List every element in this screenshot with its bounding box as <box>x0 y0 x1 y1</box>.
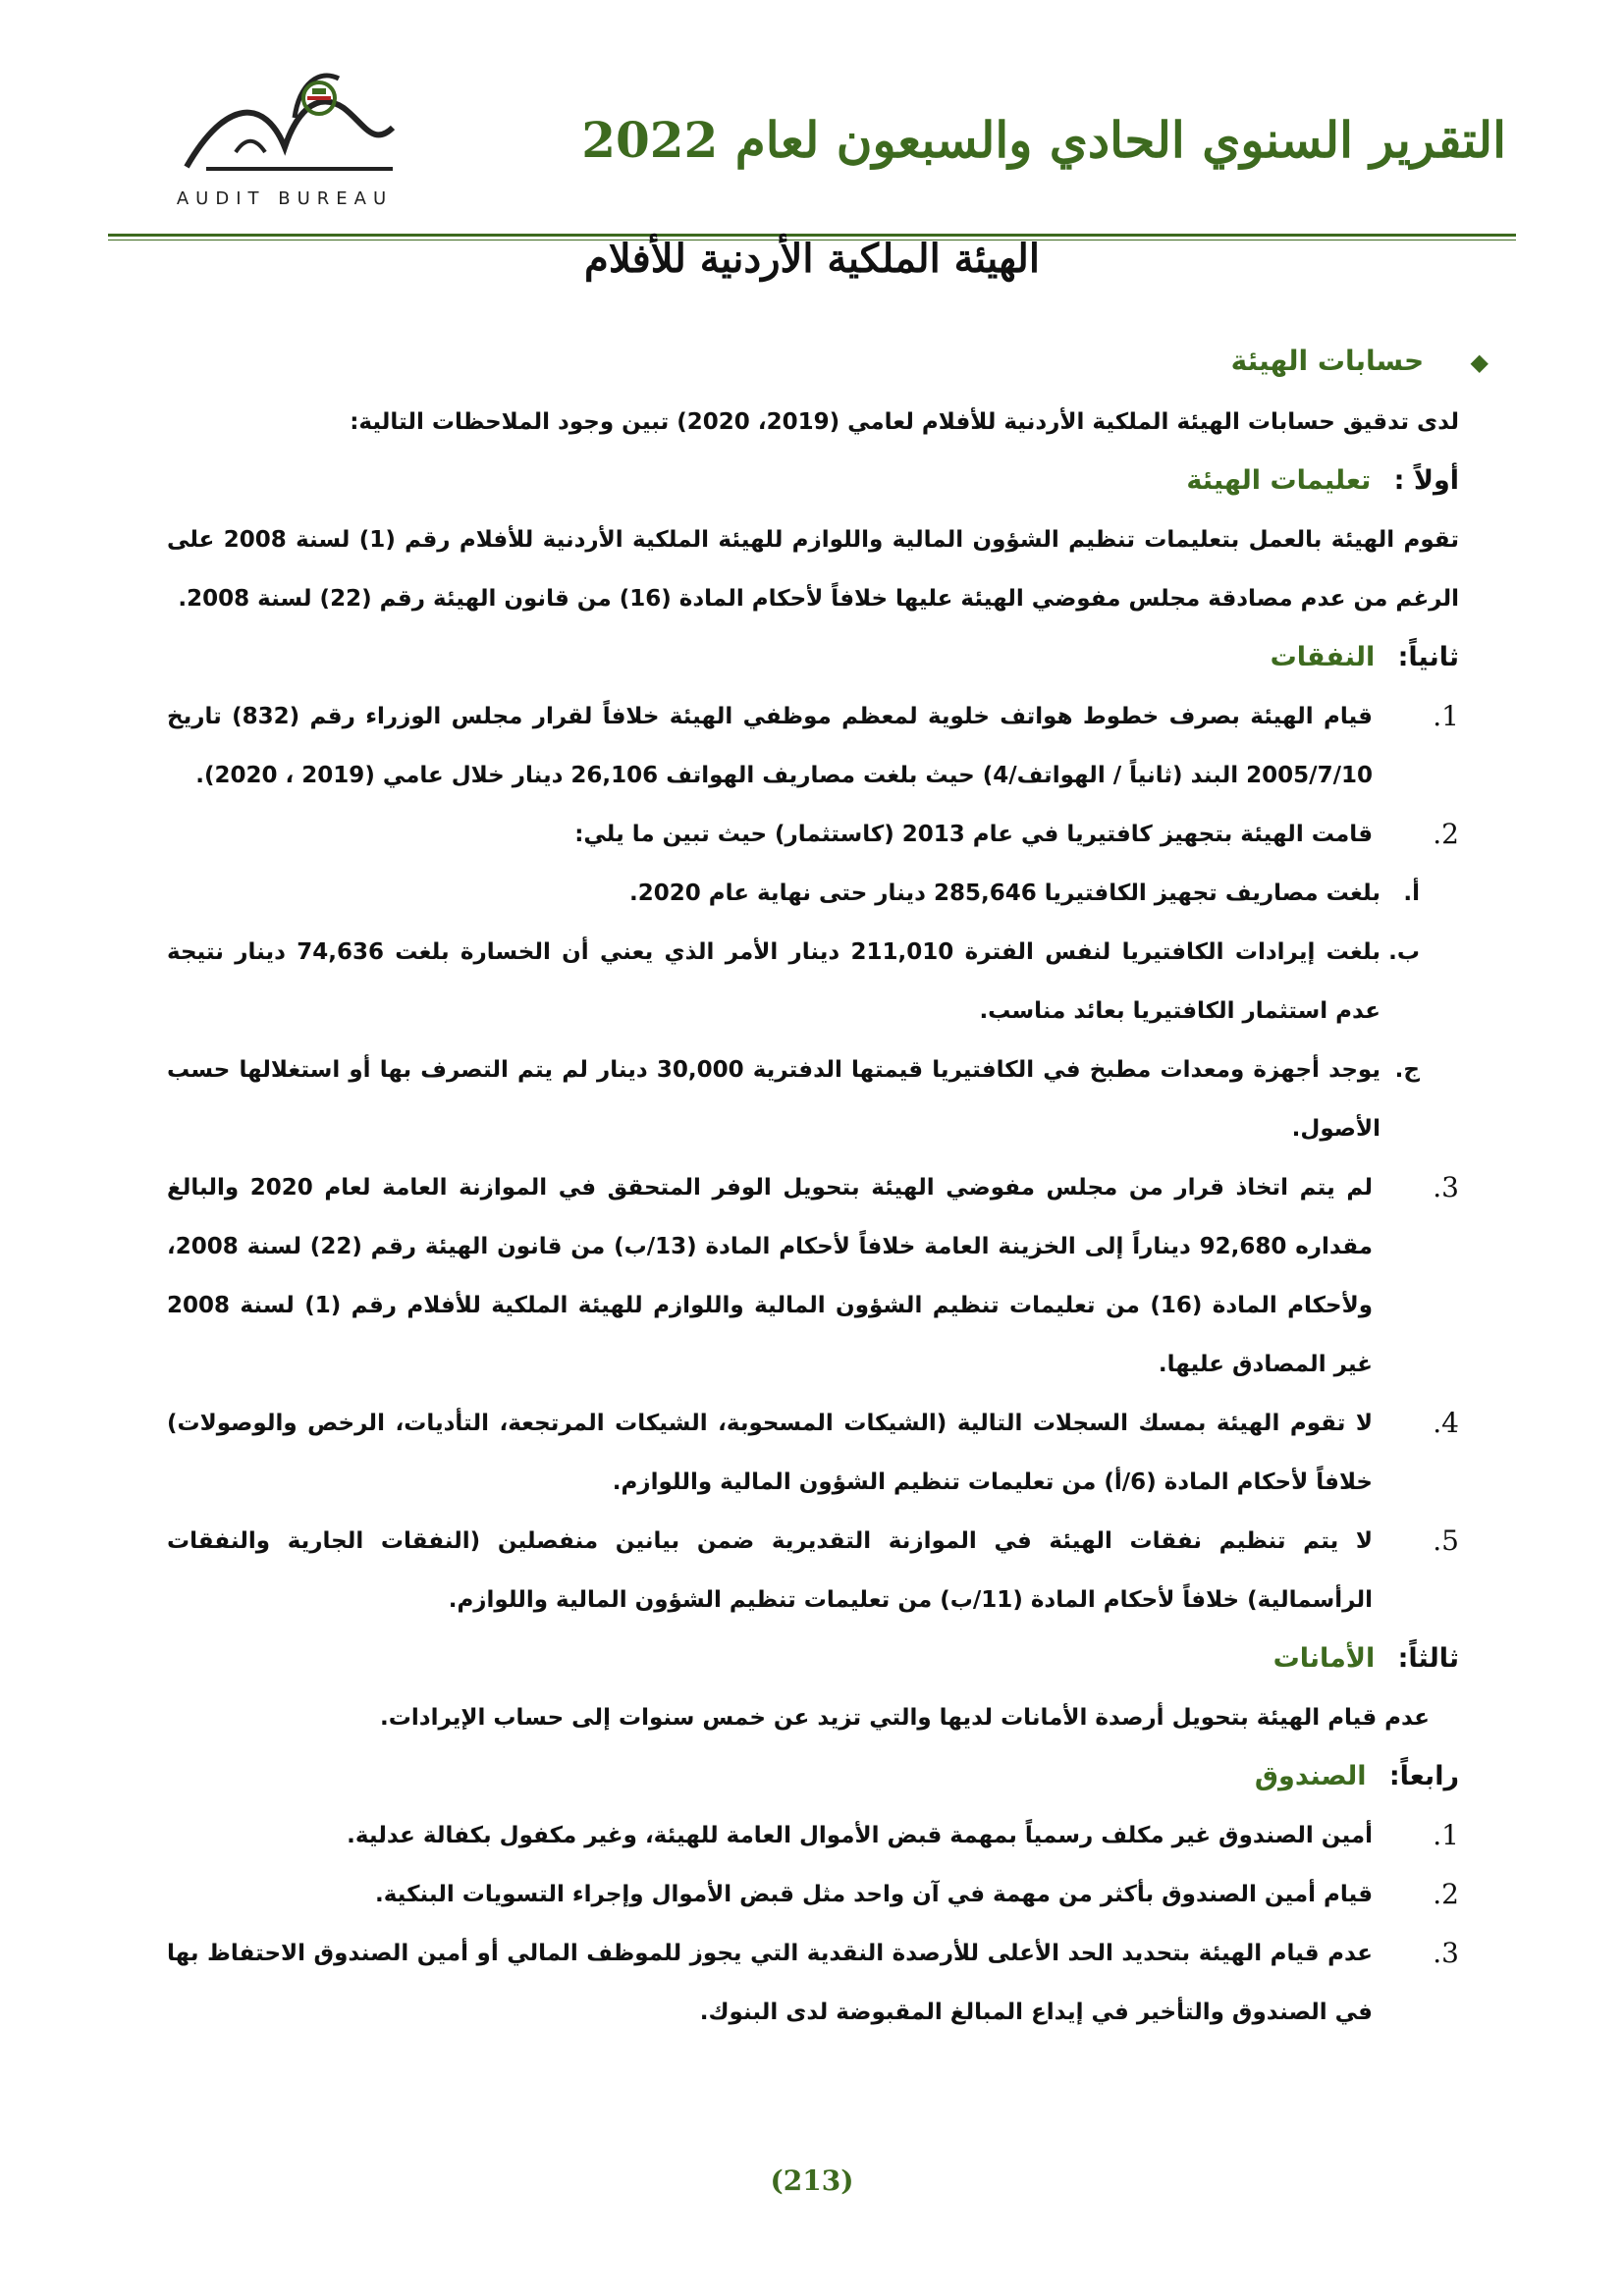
list-item <box>167 1394 1459 1512</box>
item-text: أمين الصندوق غير مكلف رسمياً بمهمة قبض الأموال العامة للهيئة، وغير مكفول بكفالة عدلية. <box>347 1823 1373 1848</box>
item-number: 5. <box>1433 1524 1459 1557</box>
list-item <box>167 1512 1459 1629</box>
document-title: الهيئة الملكية الأردنية للأفلام <box>584 236 1040 282</box>
second-label: ثانياً: <box>1397 642 1459 672</box>
subitem-letter: ب. <box>1388 939 1420 965</box>
item-text: عدم قيام الهيئة بتحديد الحد الأعلى للأرصدة النقدية التي يجوز للموظف المالي أو أمين الصندوق الاحتفاظ بها في الصندوق والتأخير في إيداع المبالغ المقبوضة لدى البنوك. <box>167 1941 1373 2025</box>
list-item <box>167 1865 1459 1924</box>
page-content <box>167 332 1489 2042</box>
logo-text: AUDIT BUREAU <box>176 188 394 209</box>
section-title: حسابات الهيئة <box>1230 345 1425 377</box>
item-text: لم يتم اتخاذ قرار من مجلس مفوضي الهيئة بتحويل الوفر المتحقق في الموازنة العامة لعام 2020 والبالغ مقداره 92,680 ديناراً إلى الخزينة العامة خلافاً لأحكام المادة (13/ب) من قانون الهيئة رقم (22) لسنة 2008، ولأحكام المادة (16) من تعليمات تنظيم الشؤون المالية واللوازم للهيئة الملكية للأفلام رقم (1) لسنة 2008 غير المصادق عليها. <box>167 1175 1374 1377</box>
third-heading <box>167 1629 1459 1688</box>
item-number: 2. <box>1433 818 1459 850</box>
list-item <box>167 1158 1459 1394</box>
sub-list-item <box>167 923 1420 1041</box>
fourth-label: رابعاً: <box>1388 1761 1459 1791</box>
item-text: قيام الهيئة بصرف خطوط هواتف خلوية لمعظم موظفي الهيئة خلافاً لقرار مجلس الوزراء رقم (832) تاريخ 2005/7/10 البند (ثانياً / الهواتف/4) حيث بلغت مصاريف الهواتف 26,106 دينار خلال عامي (2019 ، 2020). <box>167 704 1373 788</box>
subitem-letter: ج. <box>1394 1057 1420 1083</box>
list-item <box>167 805 1459 864</box>
sub-list-item <box>167 1041 1420 1158</box>
sub-list-item <box>167 864 1420 923</box>
third-title: الأمانات <box>1272 1643 1376 1674</box>
audit-bureau-logo <box>147 59 422 209</box>
section-heading <box>167 332 1489 393</box>
fourth-title: الصندوق <box>1254 1761 1367 1791</box>
list-item <box>167 1806 1459 1865</box>
page-header <box>0 39 1624 209</box>
section-intro: لدى تدقيق حسابات الهيئة الملكية الأردنية للأفلام لعامي (2019، 2020) تبين وجود الملاحظات التالية: <box>350 409 1459 435</box>
diamond-bullet-icon: ◆ <box>1470 348 1489 376</box>
item-text: قيام أمين الصندوق بأكثر من مهمة في آن واحد مثل قبض الأموال وإجراء التسويات البنكية. <box>375 1882 1373 1907</box>
item-text: قامت الهيئة بتجهيز كافتيريا في عام 2013 (كاستثمار) حيث تبين ما يلي: <box>574 822 1373 847</box>
page-number: (213) <box>770 2164 854 2197</box>
first-heading <box>167 452 1459 510</box>
item-number: 3. <box>1433 1171 1459 1203</box>
item-number: 3. <box>1433 1937 1459 1969</box>
item-text: لا يتم تنظيم نفقات الهيئة في الموازنة التقديرية ضمن بيانين منفصلين (النفقات الجارية والنفقات الرأسمالية) خلافاً لأحكام المادة (11/ب) من تعليمات تنظيم الشؤون المالية واللوازم. <box>167 1528 1373 1613</box>
item-number: 1. <box>1433 1819 1459 1851</box>
subitem-text: بلغت إيرادات الكافتيريا لنفس الفترة 211,010 دينار الأمر الذي يعني أن الخسارة بلغت 74,636 دينار نتيجة عدم استثمار الكافتيريا بعائد مناسب. <box>167 939 1380 1024</box>
list-item <box>167 1924 1459 2042</box>
item-number: 2. <box>1433 1878 1459 1910</box>
report-title: التقرير السنوي الحادي والسبعون لعام 2022 <box>581 111 1506 169</box>
item-text: لا تقوم الهيئة بمسك السجلات التالية (الشيكات المسحوبة، الشيكات المرتجعة، التأديات، الرخص والوصولات) خلافاً لأحكام المادة (6/أ) من تعليمات تنظيم الشؤون المالية واللوازم. <box>167 1411 1373 1495</box>
third-label: ثالثاً: <box>1397 1643 1459 1674</box>
list-item <box>167 687 1459 805</box>
item-number: 4. <box>1433 1407 1459 1439</box>
subitem-text: يوجد أجهزة ومعدات مطبخ في الكافتيريا قيمتها الدفترية 30,000 دينار لم يتم التصرف بها أو استغلالها حسب الأصول. <box>167 1057 1380 1142</box>
second-heading <box>167 628 1459 687</box>
first-text: تقوم الهيئة بالعمل بتعليمات تنظيم الشؤون المالية واللوازم للهيئة الملكية الأردنية للأفلام رقم (1) لسنة 2008 على الرغم من عدم مصادقة مجلس مفوضي الهيئة عليها خلافاً لأحكام المادة (16) من قانون الهيئة رقم (22) لسنة 2008. <box>167 527 1459 612</box>
item-number: 1. <box>1433 700 1459 732</box>
first-title: تعليمات الهيئة <box>1186 465 1372 496</box>
subitem-text: بلغت مصاريف تجهيز الكافتيريا 285,646 دينار حتى نهاية عام 2020. <box>629 881 1380 906</box>
first-label: أولاً : <box>1393 465 1459 496</box>
audit-bureau-logo-icon <box>147 59 422 187</box>
subitem-letter: أ. <box>1403 881 1420 906</box>
second-title: النفقات <box>1270 642 1376 672</box>
third-text: عدم قيام الهيئة بتحويل أرصدة الأمانات لديها والتي تزيد عن خمس سنوات إلى حساب الإيرادات. <box>380 1705 1430 1731</box>
fourth-heading <box>167 1747 1459 1806</box>
